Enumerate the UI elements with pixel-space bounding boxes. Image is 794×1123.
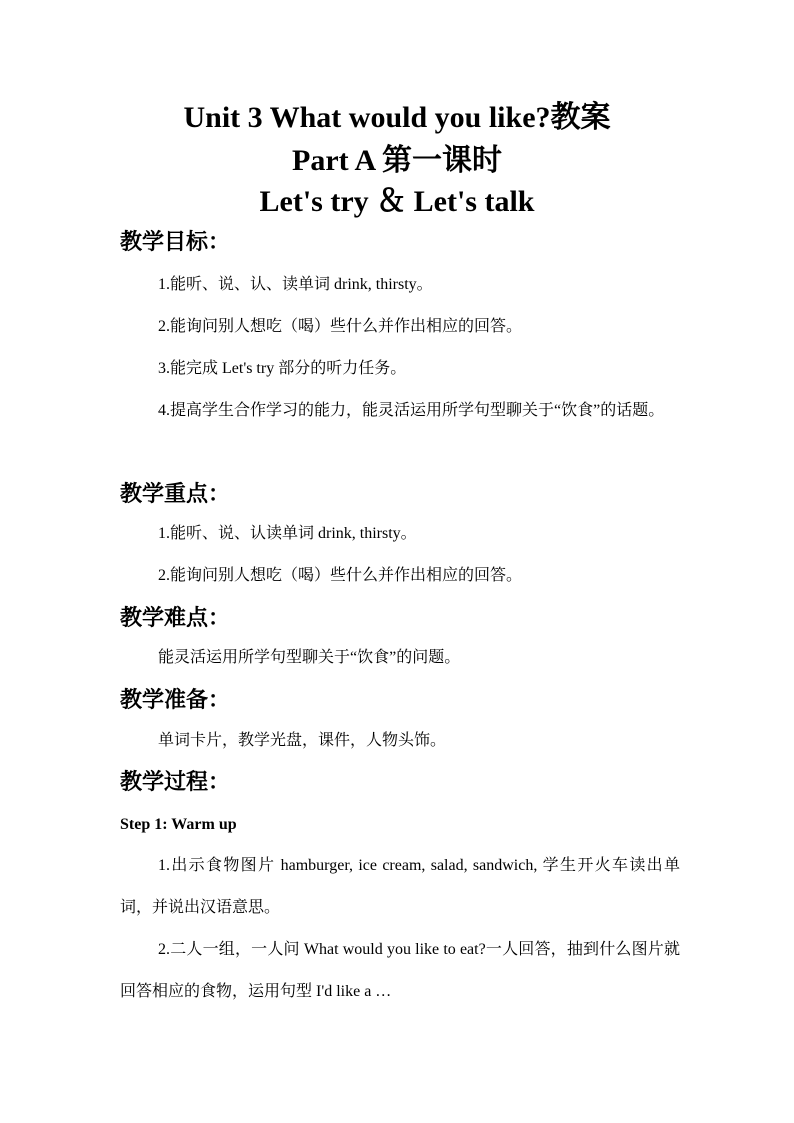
preparation-item: 单词卡片，教学光盘，课件，人物头饰。 xyxy=(158,732,447,749)
process-item: 2.二人一组，一人问 What would you like to eat?一人回答，抽到什么图片就回答相应的食物，运用句型 I'd like a … xyxy=(120,941,680,1000)
objective-item: 2.能询问别人想吃（喝）些什么并作出相应的回答。 xyxy=(158,318,523,335)
key-point-item: 1.能听、说、认读单词 drink, thirsty。 xyxy=(158,525,417,542)
objective-item: 3.能完成 Let's try 部分的听力任务。 xyxy=(158,360,407,377)
objective-item: 1.能听、说、认、读单词 drink, thirsty。 xyxy=(158,276,433,293)
difficulties-heading: 教学难点： xyxy=(120,605,231,630)
key-point-item: 2.能询问别人想吃（喝）些什么并作出相应的回答。 xyxy=(158,567,523,584)
objective-item: 4.提高学生合作学习的能力，能灵活运用所学句型聊关于“饮食”的话题。 xyxy=(158,402,665,419)
objectives-list xyxy=(120,264,680,432)
document-title: Unit 3 What would you like?教案 xyxy=(183,101,611,134)
key-points-list xyxy=(120,513,680,597)
difficulty-item: 能灵活运用所学句型聊关于“饮食”的问题。 xyxy=(158,649,461,666)
document-subtitle: Part A 第一课时 xyxy=(292,144,502,177)
step-1-title: Step 1: Warm up xyxy=(120,816,237,833)
process-item: 1.出示食物图片 hamburger, ice cream, salad, sandwich, 学生开火车读出单词，并说出汉语意思。 xyxy=(120,857,680,916)
objectives-heading: 教学目标： xyxy=(120,229,231,254)
process-list xyxy=(120,845,680,1013)
process-heading: 教学过程： xyxy=(120,769,231,794)
preparation-list xyxy=(120,720,680,762)
lesson-title: Let's try ＆ Let's talk xyxy=(259,185,535,218)
preparation-heading: 教学准备： xyxy=(120,687,231,712)
key-points-heading: 教学重点： xyxy=(120,481,231,506)
difficulties-list xyxy=(120,637,680,679)
